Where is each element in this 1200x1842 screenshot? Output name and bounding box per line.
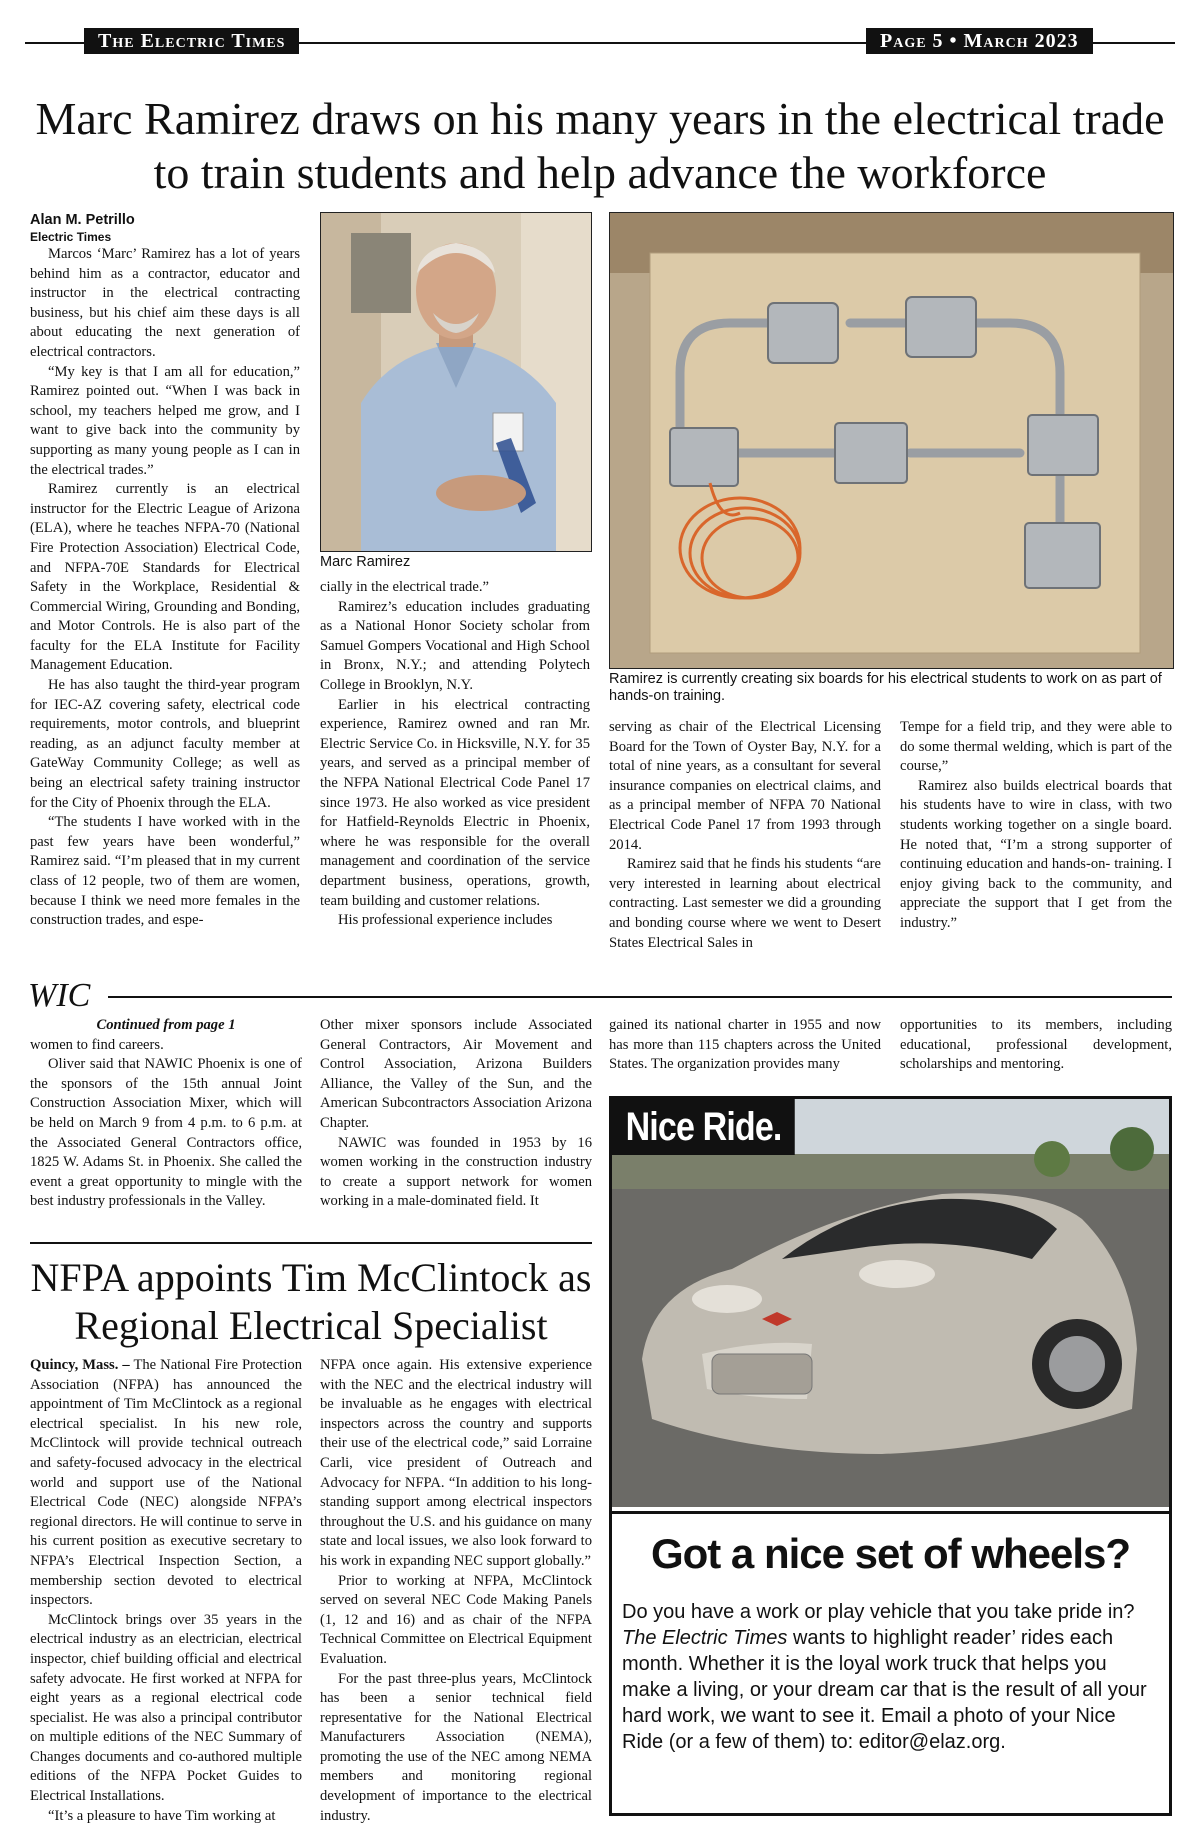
article1-column-2 — [320, 578, 590, 931]
ad-text-2: wants to highlight reader’ rides each month. Whether it is the loyal work truck that helps you make a living, or your dream car that is the result of all your hard work, we want to see it. Email a photo of your Nice Ride (or a few of them) to: editor@elaz.org. — [622, 1627, 1147, 1753]
paragraph: Earlier in his electrical contracting experience, Ramirez owned and ran Mr. Electric Service Co. in Hicksville, N.Y. for 35 years, and served as a principal member of the NFPA National Electrical Code Panel 17 since 1973. He also worked as vice president for Hatfield-Reynolds Electric in Phoenix, where he was responsible for the overall management and coordination of the service department business, operations, growth, team building and customer relations. — [320, 696, 590, 909]
paragraph: NAWIC was founded in 1953 by 16 women working in the construction industry to create a support network for women working in a male-dominated field. It — [320, 1134, 592, 1210]
paragraph: Ramirez also builds electrical boards that his students have to wire in class, with two students working together on a single board. He noted that, “I’m a strong supporter of continuing education and hands-on- training. I enjoy giving back to the community, and appreciate the support that I get from the industry.” — [900, 777, 1172, 931]
paragraph: Other mixer sponsors include Associated General Contractors, Air Movement and Control Association, Arizona Builders Alliance, the Valley of the Sun, and the American Subcontractors Association Arizona Chapter. — [320, 1017, 592, 1131]
board-illustration — [610, 213, 1173, 668]
photo-marc-ramirez — [320, 212, 592, 552]
article1-headline: Marc Ramirez draws on his many years in the electrical trade to train students and help advance the workforce — [35, 93, 1165, 198]
paragraph: Ramirez currently is an electrical instructor for the Electric League of Arizona (ELA), where he teaches NFPA-70 (National Fire Protection Association) Electrical Code, and NFPA-70E Standards for Electrical Safety in the Workplace, Residential & Commercial Wiring, Grounding and Bonding, and Motor Controls. He is also part of the faculty for the ELA Institute for Facility Management Education. — [30, 481, 300, 674]
paragraph: For the past three-plus years, McClintock has been a senior technical field representative for the National Electrical Manufacturers Association (NEMA), promoting the use of the NEC among NEMA members and monitoring regional development of importance to the electrical industry. — [320, 1670, 592, 1824]
paragraph: Marcos ‘Marc’ Ramirez has a lot of years behind him as a contractor, educator and instructor in the electrical contracting business, but his chief aim these days is all about educating the next generation of electrical contractors. — [30, 246, 300, 360]
ad-title: Got a nice set of wheels? — [650, 1530, 1131, 1577]
paragraph: Tempe for a field trip, and they were able to do some thermal welding, which is part of the course,” — [900, 719, 1172, 775]
article2-column-1 — [30, 1356, 302, 1826]
car-photo — [612, 1099, 1169, 1507]
paragraph: “It’s a pleasure to have Tim working at — [48, 1807, 276, 1824]
lead-text: The National Fire Protection Association (NFPA) has announced the appointment of Tim McClintock as a regional electrical specialist. In his new role, McClintock will provide technical outreach and safety-focused advocacy in the electrical world and support use of the National Electrical Code (NEC) alongside NFPA’s regional directors. He will continue to serve in his current position as executive secretary to NFPA’s Electrical Inspection Section, a membership section devoted to electrical inspectors. — [30, 1357, 302, 1609]
article1-column-1 — [30, 212, 300, 931]
publication-name: The Electric Times — [84, 28, 299, 54]
nice-ride-ad — [609, 1096, 1172, 1816]
photo-training-board — [609, 212, 1174, 669]
article2-headline: NFPA appoints Tim McClintock as Regional Electrical Specialist — [30, 1255, 592, 1348]
ad-text-italic: The Electric Times — [622, 1627, 788, 1649]
dateline: Quincy, Mass. – — [30, 1357, 130, 1373]
paragraph: Oliver said that NAWIC Phoenix is one of the sponsors of the 15th annual Joint Construction Association Mixer, which will be held on March 9 from 4 p.m. to 6 p.m. at the Associated General Contractors office, 1825 W. Adams St. in Phoenix. She called the event a great opportunity to mingle with the best industry professionals in the Valley. — [30, 1056, 302, 1210]
paragraph: Ramirez said that he finds his students “are very interested in learning about electrical contracting. Last semester we did a grounding and bonding course where we went to Desert States Electrical Sales in — [609, 856, 881, 951]
author-outlet: Electric Times — [30, 230, 112, 244]
paragraph: NFPA once again. His extensive experience with the NEC and the electrical industry will be invaluable as he engages with electrical inspectors across the country and supports their use of the electrical code,” said Lorraine Carli, vice president of Outreach and Advocacy for NFPA. “In addition to his long-standing support among electrical inspectors throughout the U.S. and his guidance on many state and local issues, we also look forward to his work in expanding NEC support globally.” — [320, 1357, 592, 1569]
paragraph: opportunities to its members, including educational, professional development, scholarships and mentoring. — [900, 1017, 1172, 1073]
ad-body — [622, 1599, 1160, 1755]
wic-column-3 — [609, 1016, 881, 1075]
author-byline: Alan M. Petrillo — [30, 212, 135, 228]
paragraph: McClintock brings over 35 years in the electrical industry as an electrician, electrical inspector, chief building official and electrical safety advocate. He first worked at NFPA for eight years as a regional electrical code specialist. He was also a principal contributor on multiple editions of the NEC Summary of Changes documents and co-authored multiple editions of the NFPA Pocket Guides to Electrical Installations. — [30, 1611, 302, 1805]
wic-section-title: WIC — [28, 977, 91, 1014]
article1-column-4 — [900, 718, 1172, 934]
article1-column-3 — [609, 718, 881, 953]
wic-rule — [108, 996, 1172, 998]
paragraph: women to find careers. — [30, 1036, 164, 1053]
paragraph: “My key is that I am all for education,” Ramirez pointed out. “When I was back in school, my teachers helped me grow, and I want to give back into the community by supporting as many young people as I can in the electrical trades.” — [30, 363, 300, 478]
continued-note: Continued from page 1 — [96, 1017, 236, 1033]
article2-column-2 — [320, 1356, 592, 1826]
page-info: Page 5 • March 2023 — [866, 28, 1093, 54]
ad-divider — [612, 1511, 1169, 1514]
paragraph: serving as chair of the Electrical Licensing Board for the Town of Oyster Bay, N.Y. for a total of nine years, as a consultant for several insurance companies on electrical claims, and as a principal member of NFPA 70 National Electrical Code Panel 17 from 1993 through 2014. — [609, 719, 881, 853]
wic-column-4 — [900, 1016, 1172, 1075]
paragraph: gained its national charter in 1955 and now has more than 115 chapters across the United States. The organization provides many — [609, 1017, 881, 1073]
paragraph: cially in the electrical trade.” — [320, 579, 489, 595]
paragraph: “The students I have worked with in the past few years have been wonderful,” Ramirez said. “I’m pleased that in my current class of 12 people, two of them are women, because I think we need more females in the construction trades, and espe- — [30, 814, 300, 929]
paragraph: His professional experience includes — [338, 912, 553, 929]
photo2-caption: Ramirez is currently creating six boards for his electrical students to work on as part of hands-on training. — [609, 671, 1162, 704]
nice-ride-badge: Nice Ride. — [612, 1099, 795, 1155]
ad-text-1: Do you have a work or play vehicle that you take pride in? — [622, 1601, 1135, 1623]
photo1-caption: Marc Ramirez — [320, 554, 411, 570]
paragraph: Ramirez’s education includes graduating as a National Honor Society scholar from Samuel Gompers Vocational and High School in Bronx, N.Y.; and attending Polytech College in Brooklyn, N.Y. — [320, 598, 590, 693]
wic-column-2 — [320, 1016, 592, 1212]
paragraph: Prior to working at NFPA, McClintock served on several NEC Code Making Panels (1, 12 and 16) and as chair of the NFPA Technical Committee on Electrical Equipment Evaluation. — [320, 1572, 592, 1667]
portrait-illustration — [321, 213, 591, 551]
wic-column-1 — [30, 1016, 302, 1212]
paragraph: He has also taught the third-year program for IEC-AZ covering safety, electrical code requirements, motor controls, and blueprint reading, as an adjunct faculty member at GateWay Community College; as well as being an electrical safety training instructor for the City of Phoenix through the ELA. — [30, 677, 300, 811]
paragraph — [30, 1356, 302, 1611]
article2-rule — [30, 1242, 592, 1244]
